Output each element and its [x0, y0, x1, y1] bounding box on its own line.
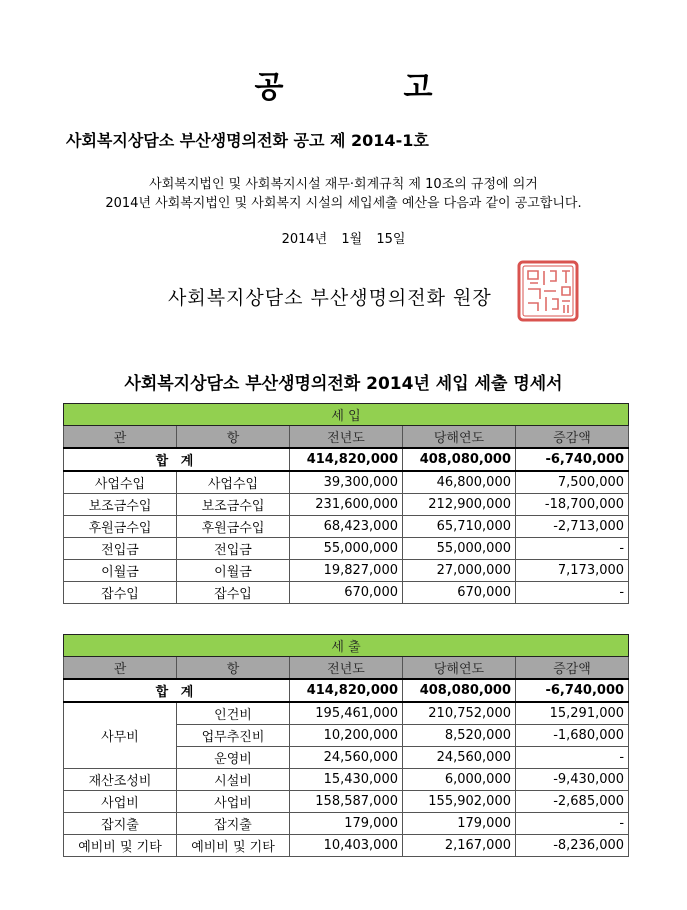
table-row	[64, 471, 629, 494]
table-row	[64, 791, 629, 813]
cell-diff: 15,291,000	[516, 702, 629, 725]
cell-hang: 시설비	[177, 769, 290, 791]
cell-curr: 24,560,000	[403, 747, 516, 769]
cell-prev: 10,403,000	[290, 835, 403, 857]
cell-diff: -2,685,000	[516, 791, 629, 813]
cell-diff: -1,680,000	[516, 725, 629, 747]
revenue-total-row	[64, 448, 629, 471]
table-row	[64, 835, 629, 857]
cell-gwan: 사업비	[64, 791, 177, 813]
cell-diff: -8,236,000	[516, 835, 629, 857]
cell-prev: 19,827,000	[290, 560, 403, 582]
cell-hang: 보조금수입	[177, 494, 290, 516]
cell-curr: 212,900,000	[403, 494, 516, 516]
cell-gwan: 사업수입	[64, 471, 177, 494]
notice-date: 2014년 1월 15일	[281, 232, 406, 247]
table-row	[64, 494, 629, 516]
cell-curr: 46,800,000	[403, 471, 516, 494]
cell-hang: 사업비	[177, 791, 290, 813]
cell-gwan: 예비비 및 기타	[64, 835, 177, 857]
total-curr: 408,080,000	[403, 679, 516, 702]
cell-prev: 10,200,000	[290, 725, 403, 747]
cell-prev: 68,423,000	[290, 516, 403, 538]
title-left: 공	[254, 70, 284, 105]
expenditure-banner: 세 출	[64, 635, 629, 657]
total-prev: 414,820,000	[290, 679, 403, 702]
notice-body	[0, 175, 687, 213]
cell-curr: 2,167,000	[403, 835, 516, 857]
cell-hang: 업무추진비	[177, 725, 290, 747]
cell-hang: 잡수입	[177, 582, 290, 604]
title-right: 고	[403, 70, 433, 105]
cell-diff: 7,173,000	[516, 560, 629, 582]
cell-curr: 55,000,000	[403, 538, 516, 560]
col-hang: 항	[177, 657, 290, 680]
cell-diff: -	[516, 813, 629, 835]
cell-diff: -	[516, 538, 629, 560]
total-diff: -6,740,000	[516, 448, 629, 471]
expenditure-header-row	[64, 657, 629, 680]
cell-hang: 사업수입	[177, 471, 290, 494]
cell-hang: 잡지출	[177, 813, 290, 835]
body-line-2: 2014년 사회복지법인 및 사회복지 시설의 세입세출 예산을 다음과 같이 공고합니다.	[105, 196, 582, 211]
cell-curr: 670,000	[403, 582, 516, 604]
cell-curr: 8,520,000	[403, 725, 516, 747]
revenue-banner-row	[64, 404, 629, 426]
cell-curr: 179,000	[403, 813, 516, 835]
cell-prev: 179,000	[290, 813, 403, 835]
cell-prev: 670,000	[290, 582, 403, 604]
col-diff: 증감액	[516, 657, 629, 680]
expenditure-table	[63, 634, 629, 857]
table-row	[64, 769, 629, 791]
total-curr: 408,080,000	[403, 448, 516, 471]
cell-prev: 15,430,000	[290, 769, 403, 791]
total-label: 합 계	[64, 448, 290, 471]
official-seal-icon	[516, 259, 580, 323]
cell-hang: 전입금	[177, 538, 290, 560]
col-gwan: 관	[64, 657, 177, 680]
col-curr-year: 당해연도	[403, 657, 516, 680]
cell-curr: 6,000,000	[403, 769, 516, 791]
revenue-banner: 세 입	[64, 404, 629, 426]
cell-hang: 운영비	[177, 747, 290, 769]
cell-prev: 158,587,000	[290, 791, 403, 813]
statement-title: 사회복지상담소 부산생명의전화 2014년 세입 세출 명세서	[124, 374, 563, 394]
total-diff: -6,740,000	[516, 679, 629, 702]
col-gwan: 관	[64, 426, 177, 449]
cell-gwan: 이월금	[64, 560, 177, 582]
body-line-1: 사회복지법인 및 사회복지시설 재무·회계규칙 제 10조의 규정에 의거	[149, 177, 538, 192]
table-row	[64, 560, 629, 582]
cell-hang: 후원금수입	[177, 516, 290, 538]
cell-hang: 인건비	[177, 702, 290, 725]
revenue-table	[63, 403, 629, 604]
cell-curr: 27,000,000	[403, 560, 516, 582]
cell-prev: 39,300,000	[290, 471, 403, 494]
cell-hang: 이월금	[177, 560, 290, 582]
col-prev-year: 전년도	[290, 657, 403, 680]
expenditure-total-row	[64, 679, 629, 702]
cell-diff: -9,430,000	[516, 769, 629, 791]
total-label: 합 계	[64, 679, 290, 702]
cell-curr: 210,752,000	[403, 702, 516, 725]
cell-diff: -18,700,000	[516, 494, 629, 516]
issuer-name: 사회복지상담소 부산생명의전화 원장	[168, 287, 492, 309]
col-diff: 증감액	[516, 426, 629, 449]
cell-curr: 155,902,000	[403, 791, 516, 813]
cell-prev: 55,000,000	[290, 538, 403, 560]
cell-curr: 65,710,000	[403, 516, 516, 538]
cell-gwan: 보조금수입	[64, 494, 177, 516]
table-row	[64, 538, 629, 560]
notice-number: 사회복지상담소 부산생명의전화 공고 제 2014-1호	[66, 131, 429, 150]
cell-diff: 7,500,000	[516, 471, 629, 494]
revenue-header-row	[64, 426, 629, 449]
cell-hang: 예비비 및 기타	[177, 835, 290, 857]
table-row	[64, 813, 629, 835]
cell-gwan: 잡지출	[64, 813, 177, 835]
cell-gwan: 후원금수입	[64, 516, 177, 538]
cell-prev: 24,560,000	[290, 747, 403, 769]
cell-prev: 231,600,000	[290, 494, 403, 516]
table-row	[64, 516, 629, 538]
table-row	[64, 702, 629, 725]
page-title	[0, 62, 687, 106]
col-prev-year: 전년도	[290, 426, 403, 449]
cell-gwan: 재산조성비	[64, 769, 177, 791]
table-row	[64, 582, 629, 604]
col-hang: 항	[177, 426, 290, 449]
cell-diff: -	[516, 582, 629, 604]
cell-gwan-group: 사무비	[64, 702, 177, 769]
total-prev: 414,820,000	[290, 448, 403, 471]
cell-prev: 195,461,000	[290, 702, 403, 725]
cell-gwan: 잡수입	[64, 582, 177, 604]
cell-diff: -2,713,000	[516, 516, 629, 538]
expenditure-banner-row	[64, 635, 629, 657]
col-curr-year: 당해연도	[403, 426, 516, 449]
cell-gwan: 전입금	[64, 538, 177, 560]
cell-diff: -	[516, 747, 629, 769]
